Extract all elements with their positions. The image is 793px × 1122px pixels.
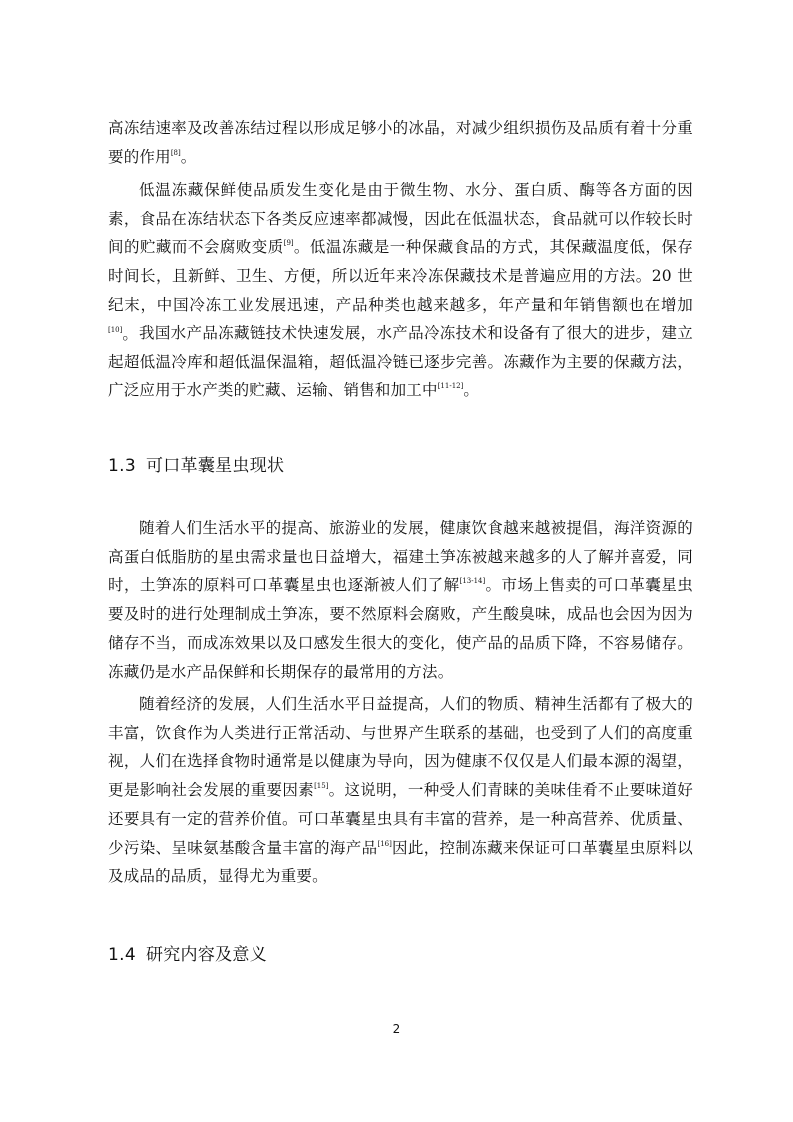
paragraph-text: 。这说明，一种受人们青睐的美味佳肴不止要味道好还要具有一定的营养价值。可口革囊星虫具有丰富的营养，是一种高营养、优质量、少污染、呈味氨基酸含量丰富的海产品 (108, 781, 693, 857)
citation: [9] (283, 239, 294, 248)
citation: [16] (377, 839, 392, 848)
paragraph-freezing-rate (108, 114, 693, 171)
paragraph-text: 随着经济的发展，人们生活水平日益提高，人们的物质、精神生活都有了极大的丰富，饮食作为人类进行正常活动、与世界产生联系的基础，也受到了人们的高度重视，人们在选择食物时通常是以健康为导向，因为健康不仅仅是人们最本源的渴望，更是影响社会发展的重要因素 (108, 695, 693, 800)
paragraph-text: 。 (180, 147, 197, 166)
paragraph-text: 。 (122, 324, 139, 343)
citation: [11-12] (437, 382, 464, 391)
paragraph-economic-development (108, 690, 693, 891)
paragraph-cold-chain (108, 319, 693, 405)
citation: [10] (108, 325, 123, 334)
section-title: 可口革囊星虫现状 (145, 456, 285, 476)
paragraph-text: 低温冻藏保鲜使品质发生变化是由于微生物、水分、蛋白质、酶等各方面的因素，食品在冻结状态下各类反应速率都减慢，因此在低温状态，食品就可以作较长时间的贮藏而不会腐败变质 (108, 181, 693, 257)
section-heading-1-4 (108, 940, 267, 965)
page-number: 2 (392, 1022, 401, 1036)
paragraph-text: 随着人们生活水平的提高、旅游业的发展，健康饮食越来越被提倡，海洋资源的高蛋白低脂肪的星虫需求量也日益增大，福建土笋冻被越来越多的人了解并喜爱，同时，土笋冻的原料可口革囊星虫也逐渐被人们了解 (108, 519, 693, 595)
citation: [13-14] (459, 577, 486, 586)
paragraph-text: 我国水产品冻藏链技术快速发展，水产品冷冻技术和设备有了很大的进步，建立起超低温冷库和超低温保温箱，超低温冷链已逐步完善。冻藏作为主要的保藏方法，广泛应用于水产类的贮藏、运输、销售和加工中 (108, 324, 693, 400)
section-heading-1-3 (108, 451, 284, 476)
paragraph-text: 因此，控制冻藏来保证可口革囊星虫原料以及成品的品质，显得尤为重要。 (108, 838, 693, 886)
citation: [8] (170, 148, 181, 157)
section-number: 1.4 (108, 945, 136, 965)
paragraph-sipunculid-status (108, 514, 693, 686)
paragraph-text: 。市场上售卖的可口革囊星虫要及时的进行处理制成土笋冻，要不然原料会腐败，产生酸臭味，成品也会因为因为储存不当，而成冻效果以及口感发生很大的变化，使产品的品质下降，不容易储存。冻藏仍是水产品保鲜和长期保存的最常用的方法。 (108, 576, 694, 681)
paragraph-text: 高冻结速率及改善冻结过程以形成足够小的冰晶，对减少组织损伤及品质有着十分重要的作用 (108, 119, 693, 166)
section-number: 1.3 (108, 456, 136, 476)
citation: [15] (314, 782, 329, 791)
paragraph-text: 。 (463, 381, 480, 400)
paragraph-text: 。低温冻藏是一种保藏食品的方式，其保藏温度低，保存时间长，且新鲜、卫生、方便，所以近年来冷冻保藏技术是普遍应用的方法。20 世纪末，中国冷冻工业发展迅速，产品种类也越来越多，年产量和年销售额也在增加 (108, 238, 693, 314)
section-title: 研究内容及意义 (145, 945, 268, 965)
